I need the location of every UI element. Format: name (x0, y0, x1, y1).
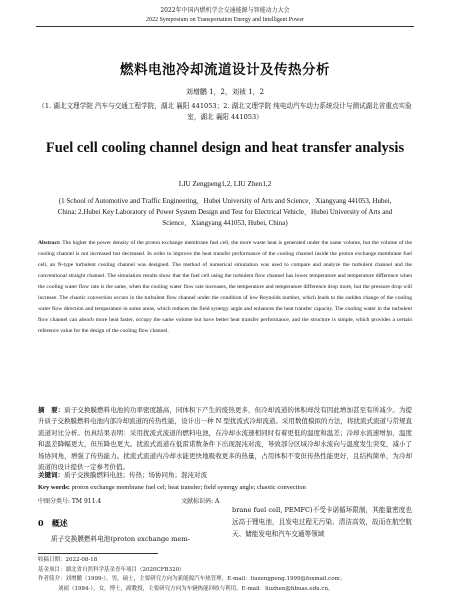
running-header-cn: 2022年中国内燃机学会交通能源与智能动力大会 (160, 7, 290, 14)
running-header-en: 2022 Symposium on Transportation Energy and Intelligent Power (145, 17, 305, 23)
clc-number: 中图分类号: TM 911.4 (38, 498, 102, 505)
abstract-label: Abstract: (38, 240, 61, 246)
body-column-left: 质子交换膜燃料电池(proton exchange mem- (51, 535, 190, 543)
footnote-received: 收稿日期：2022-08-18 (38, 557, 98, 563)
english-affiliation: (1 School of Automotive and Traffic Engineering，Hubei University of Arts and Science，Xiangyang 441053, Hubei, China; 2.Hubei Key Laboratory of Power System Design and Test for Electrical Vehicle，Hubei University of Arts and Science，Xiangyang 441053, Hubei, China) (57, 197, 393, 227)
en-keywords-text: proton exchange membrane fuel cel; heat transfer; field synergy angle; chaotic convection (71, 484, 306, 491)
chinese-abstract (38, 405, 412, 473)
footnotes (38, 556, 412, 594)
english-abstract (38, 238, 412, 337)
body-column-right: brane fuel cell, PEMFC)不受卡诺循环限制，其能量密度也远高于锂电池，且发电过程无污染、清洁高效，故而在航空航天、储能发电和汽车交通等领域 (232, 506, 412, 538)
footnote-author2: 刘祯（1984-），女，博士，副教授，主要研究方向为车辆热能回收与利用。E-mail：liuzhen@hbuas.edu.cn。 (58, 585, 334, 592)
footnote-rule (38, 553, 158, 554)
footnote-author1: 作者简介：刘增鹏（1999-），男，硕士，主要研究方向为新能源汽车热管理。E-mail：liuzengpeng.1999@foxmail.com； (38, 576, 346, 583)
chinese-affiliation: （1. 湖北文理学院 汽车与交通工程学院，湖北 襄阳 441053；2. 湖北文理学院 纯电动汽车动力系统设计与测试湖北省重点实验室，湖北 襄阳 441053） (38, 102, 412, 121)
abstract-text: The higher the power density of the proton exchange membrane fuel cell, the more waste heat is generated under the same volume, but the volume of the cooling channel is not increased but decreased. In order to improve the heat transfer performance of the cooling channel inside the proton exchange membrane fuel cell, an N-type turbulent cooling channel was designed. The method of numerical simulation was used to compare and analyze the turbulent channel and the conventional straight channel. The simulation results show that the fuel cell using the turbulent flow channel has lower temperature and temperature difference when the cooling water flow rate is the same, when the cooling water flow rate increases, the temperature and temperature difference drop more, but the pressure drop will increase. The chaotic convection occurs in the turbulent flow channel under the condition of low Reynolds number, which leads to the sudden change of the cooling water flow direction and temperature in some areas, which reduces the field synergy angle and enhances the heat transfer capacity. The cooling water in the turbulent flow channel can absorb more heat faster, occupy the same volume but have better heat transfer performance, and the structure is simple, which provides a certain reference value for the design of the cooling flow channel. (38, 240, 412, 334)
cn-abstract-label: 摘 要： (38, 406, 65, 414)
en-keywords-label: Key words: (38, 484, 70, 491)
header-rule (36, 26, 414, 27)
english-title: Fuel cell cooling channel design and heat transfer analysis (45, 140, 405, 156)
footnote-fund: 基金项目：湖北省自然科学基金青年项目（2020CFB320） (38, 566, 185, 573)
english-keywords (38, 484, 412, 491)
english-authors: LIU Zengpeng1,2, LIU Zhen1,2 (178, 180, 272, 188)
cn-abstract-text: 质子交换膜燃料电池的功率密度越高，同体积下产生的废热更多，但冷却流道的体积却没有因此增加甚至有所减少。为提升质子交换膜燃料电池内部冷却流道的传热性能，设计出一种 N 型扰流式冷却流道。采用数值模拟的方法，将扰流式流道与常规直流道对比分析。仿真结果表明：采用扰流式流道的燃料电池，在冷却水流速相同时有着更低的温度和温差；冷却水流速增加，温度和温差降幅更大，但压降也更大。扰流式流道在低雷诺数条件下出现混沌对流，导致部分区域冷却水流向与温度发生突变，减小了场协同角，增强了传热能力。扰流式流道内冷却水能更快地吸收更多的热量，占用体积不变但传热性能更好，且结构简单，为冷却流道的设计提供一定参考价值。 (38, 406, 412, 472)
cn-keywords-label: 关键词： (38, 471, 64, 479)
chinese-keywords (38, 470, 412, 479)
chinese-title: 燃料电池冷却流道设计及传热分析 (120, 62, 330, 78)
section-heading: 0 概述 (38, 518, 68, 528)
document-code: 文献标识码: A (181, 498, 220, 505)
cn-keywords-text: 质子交换膜燃料电池；传热；场协同角；混沌对流 (64, 471, 207, 479)
chinese-authors: 刘增鹏 1，2，刘祯 1，2 (185, 88, 265, 96)
